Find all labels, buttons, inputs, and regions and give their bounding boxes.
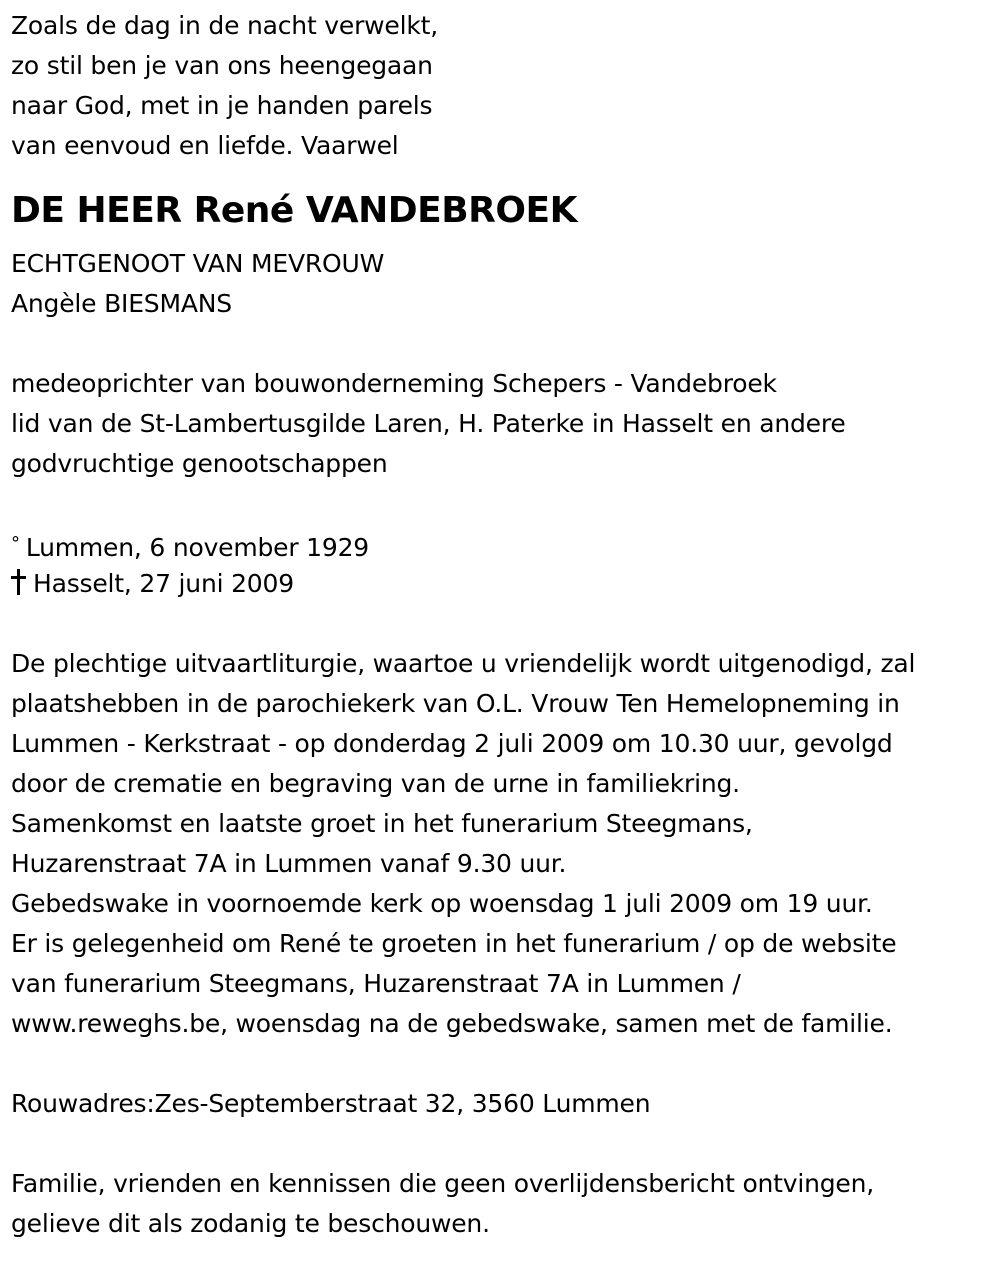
spacer [11,604,996,644]
funeral-line: www.reweghs.be, woensdag na de gebedswake, samen met de familie. [11,1009,893,1038]
funeral-line: Huzarenstraat 7A in Lummen vanaf 9.30 uur. [11,849,567,878]
birth-info [11,524,996,564]
spouse-name: Angèle BIESMANS [11,289,232,318]
deceased-last-name: VANDEBROEK [305,190,577,231]
affiliation-line: medeoprichter van bouwonderneming Schepers - Vandebroek [11,369,777,398]
poem-line: van eenvoud en liefde. Vaarwel [11,131,399,160]
funeral-line: Gebedswake in voornoemde kerk op woensdag 1 juli 2009 om 19 uur. [11,889,873,918]
funeral-line: Samenkomst en laatste groet in het funerarium Steegmans, [11,809,753,838]
funeral-line: plaatshebben in de parochiekerk van O.L. Vrouw Ten Hemelopneming in [11,689,900,718]
closing-line: Familie, vrienden en kennissen die geen overlijdensbericht ontvingen, [11,1169,875,1198]
affiliations [11,364,996,484]
spacer [11,1124,996,1164]
funeral-line: De plechtige uitvaartliturgie, waartoe u vriendelijk wordt uitgenodigd, zal [11,649,916,678]
funeral-details [11,644,996,1044]
death-text: Hasselt, 27 juni 2009 [33,569,294,598]
obituary-notice [11,6,996,1244]
birth-text: Lummen, 6 november 1929 [25,533,369,562]
funeral-line: Er is gelegenheid om René te groeten in het funerarium / op de website [11,929,897,958]
mourning-address: Rouwadres:Zes-Septemberstraat 32, 3560 Lummen [11,1089,651,1118]
deceased-name [11,184,996,238]
spacer [11,484,996,524]
closing-line: gelieve dit als zodanig te beschouwen. [11,1209,490,1238]
death-info [11,564,996,604]
funeral-line: door de crematie en begraving van de urne in familiekring. [11,769,740,798]
closing-note [11,1164,996,1244]
funeral-line: Lummen - Kerkstraat - op donderdag 2 juli 2009 om 10.30 uur, gevolgd [11,729,893,758]
poem [11,6,996,166]
poem-line: naar God, met in je handen parels [11,91,433,120]
poem-line: Zoals de dag in de nacht verwelkt, [11,11,438,40]
deceased-first-name: René [193,190,294,231]
spacer [11,324,996,364]
birth-symbol: ° [11,533,20,554]
spouse-relation: ECHTGENOOT VAN MEVROUW [11,249,385,278]
cross-icon [11,569,25,595]
affiliation-line: godvruchtige genootschappen [11,449,388,478]
poem-line: zo stil ben je van ons heengegaan [11,51,433,80]
deceased-title: DE HEER [11,190,182,231]
affiliation-line: lid van de St-Lambertusgilde Laren, H. Paterke in Hasselt en andere [11,409,846,438]
funeral-line: van funerarium Steegmans, Huzarenstraat 7A in Lummen / [11,969,741,998]
spacer [11,1044,996,1084]
